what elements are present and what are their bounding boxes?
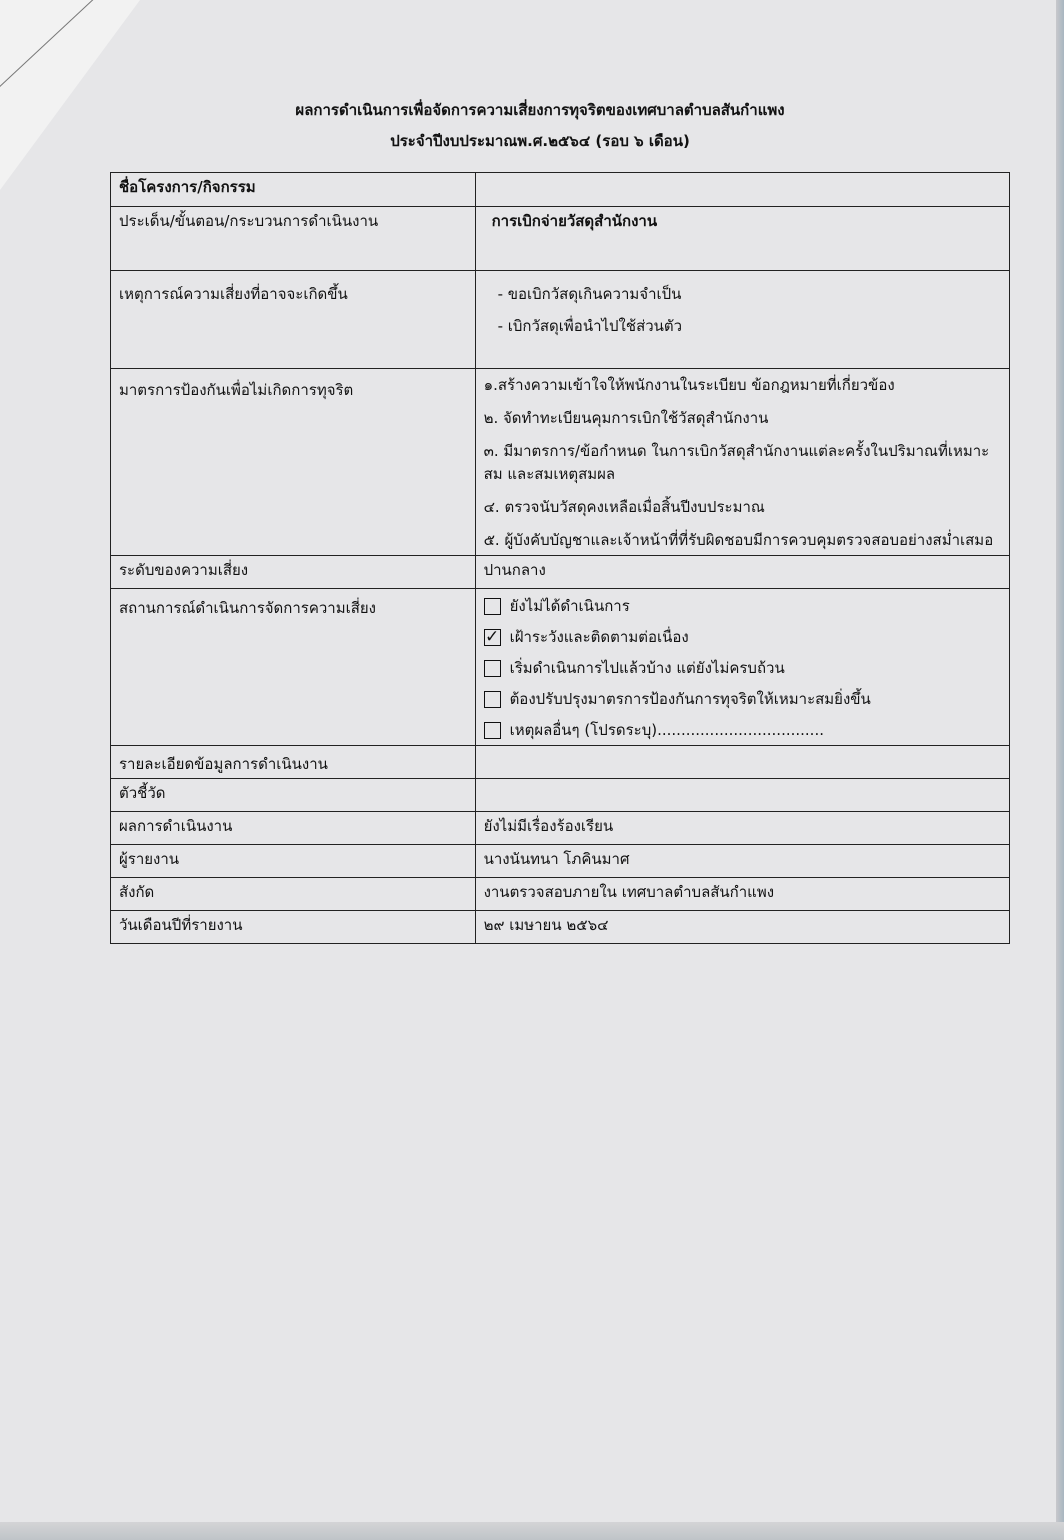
checkbox-empty-icon[interactable] <box>484 660 501 677</box>
row-measures <box>111 369 1010 556</box>
measure-item: ๑.สร้างความเข้าใจให้พนักงานในระเบียบ ข้อกฎหมายที่เกี่ยวข้อง <box>483 376 895 394</box>
row-date <box>111 911 1010 944</box>
level-value: ปานกลาง <box>475 556 1009 589</box>
status-option-label: ยังไม่ได้ดำเนินการ <box>509 597 630 615</box>
measure-item: ๕. ผู้บังคับบัญชาและเจ้าหน้าที่ที่รับผิดชอบมีการควบคุมตรวจสอบอย่างสม่ำเสมอ <box>483 531 994 549</box>
detail-label: รายละเอียดข้อมูลการดำเนินงาน <box>111 746 476 779</box>
row-issue <box>111 207 1010 271</box>
project-value <box>475 173 1009 207</box>
date-label: วันเดือนปีที่รายงาน <box>111 911 476 944</box>
affiliation-label: สังกัด <box>111 878 476 911</box>
measure-item: ๔. ตรวจนับวัสดุคงเหลือเมื่อสิ้นปีงบประมาณ <box>483 498 765 516</box>
row-status <box>111 589 1010 746</box>
row-indicator <box>111 779 1010 812</box>
status-option-label: ต้องปรับปรุงมาตรการป้องกันการทุจริตให้เหมาะสมยิ่งขึ้น <box>509 690 871 708</box>
checkbox-checked-icon[interactable]: ✓ <box>484 626 500 647</box>
status-option <box>484 719 1001 741</box>
page-bottom-edge <box>0 1522 1064 1540</box>
project-label: ชื่อโครงการ/กิจกรรม <box>111 173 476 207</box>
status-label: สถานการณ์ดำเนินการจัดการความเสี่ยง <box>111 589 476 746</box>
reporter-label: ผู้รายงาน <box>111 845 476 878</box>
indicator-label: ตัวชี้วัด <box>111 779 476 812</box>
row-result <box>111 812 1010 845</box>
status-option-label: เฝ้าระวังและติดตามต่อเนื่อง <box>509 628 689 646</box>
status-option <box>484 688 1001 710</box>
folded-corner <box>0 0 140 190</box>
row-risk <box>111 271 1010 369</box>
risk-value <box>475 271 1009 369</box>
measure-item: ๒. จัดทำทะเบียนคุมการเบิกใช้วัสดุสำนักงาน <box>483 409 769 427</box>
status-options <box>475 589 1009 746</box>
measure-item: ๓. มีมาตรการ/ข้อกำหนด ในการเบิกวัสดุสำนักงานแต่ละครั้งในปริมาณที่เหมาะสม และสมเหตุสมผล <box>483 442 990 483</box>
checkbox-empty-icon[interactable] <box>484 598 501 615</box>
row-affiliation <box>111 878 1010 911</box>
affiliation-value: งานตรวจสอบภายใน เทศบาลตำบลสันกำแพง <box>475 878 1009 911</box>
row-level <box>111 556 1010 589</box>
measures-value <box>475 369 1009 556</box>
page-right-edge <box>1056 0 1064 1540</box>
risk-item: - เบิกวัสดุเพื่อนำไปใช้ส่วนตัว <box>497 317 683 335</box>
level-label: ระดับของความเสี่ยง <box>111 556 476 589</box>
indicator-value <box>475 779 1009 812</box>
row-project <box>111 173 1010 207</box>
result-value: ยังไม่มีเรื่องร้องเรียน <box>475 812 1009 845</box>
risk-item: - ขอเบิกวัสดุเกินความจำเป็น <box>497 285 682 303</box>
report-table <box>110 172 1010 944</box>
report-subtitle: ประจำปีงบประมาณพ.ศ.๒๕๖๔ (รอบ ๖ เดือน) <box>390 132 690 150</box>
measures-label: มาตรการป้องกันเพื่อไม่เกิดการทุจริต <box>111 369 476 556</box>
date-value: ๒๙ เมษายน ๒๕๖๔ <box>475 911 1009 944</box>
checkbox-empty-icon[interactable] <box>484 722 501 739</box>
status-option-label: เริ่มดำเนินการไปแล้วบ้าง แต่ยังไม่ครบถ้วน <box>509 659 785 677</box>
result-label: ผลการดำเนินงาน <box>111 812 476 845</box>
risk-label: เหตุการณ์ความเสี่ยงที่อาจจะเกิดขึ้น <box>111 271 476 369</box>
issue-label: ประเด็น/ขั้นตอน/กระบวนการดำเนินงาน <box>111 207 476 271</box>
checkbox-empty-icon[interactable] <box>484 691 501 708</box>
row-detail <box>111 746 1010 779</box>
status-option <box>484 657 1001 679</box>
report-title: ผลการดำเนินการเพื่อจัดการความเสี่ยงการทุจริตของเทศบาลตำบลสันกำแพง <box>295 101 785 119</box>
status-option-label: เหตุผลอื่นๆ (โปรดระบุ)................................... <box>509 721 824 739</box>
detail-value <box>475 746 1009 779</box>
status-option <box>484 626 1001 648</box>
status-option <box>484 595 1001 617</box>
row-reporter <box>111 845 1010 878</box>
reporter-value: นางนันทนา โภคินมาศ <box>475 845 1009 878</box>
issue-value <box>475 207 1009 271</box>
issue-value-text: การเบิกจ่ายวัสดุสำนักงาน <box>491 212 658 230</box>
